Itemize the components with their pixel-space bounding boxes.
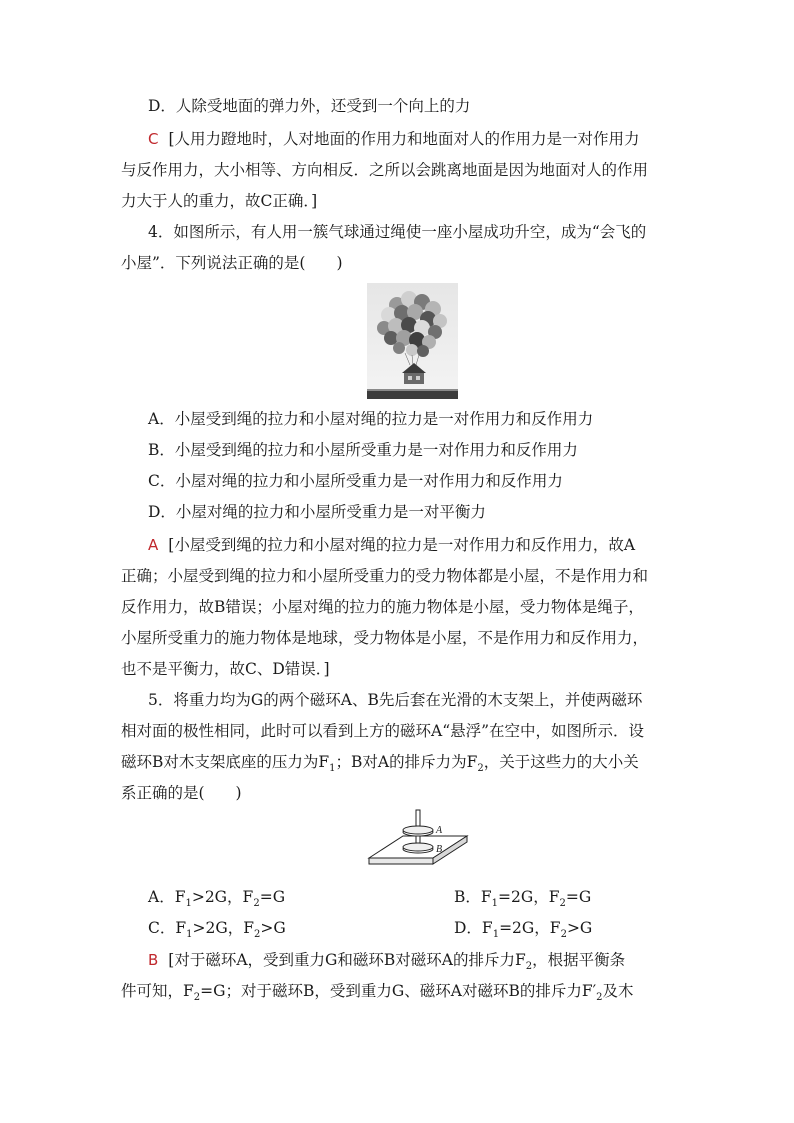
q5-stem-line-1: 5．将重力均为G的两个磁环A、B先后套在光滑的木支架上，并使两磁环	[148, 691, 643, 709]
ring-a-label: A	[436, 825, 443, 836]
q4-stem-line-2: 小屋”．下列说法正确的是( )	[121, 254, 343, 272]
q4-explanation-line-3: 反作用力，故B错误；小屋对绳的拉力的施力物体是小屋，受力物体是绳子，	[121, 598, 644, 616]
q3-answer: C	[148, 130, 159, 148]
q4-explanation-line-2: 正确；小屋受到绳的拉力和小屋所受重力的受力物体都是小屋，不是作用力和	[121, 567, 649, 585]
q3-explanation-line-3: 力大于人的重力，故C正确．]	[121, 192, 318, 210]
q4-option-a: A．小屋受到绳的拉力和小屋对绳的拉力是一对作用力和反作用力	[148, 410, 594, 428]
q5-option-d: D．$F_1=2G$，$F_2>G$	[454, 919, 593, 941]
q4-answer: A	[148, 536, 159, 554]
flying-house-photo	[367, 283, 458, 399]
q4-explanation-line-5: 也不是平衡力，故C、D错误．]	[121, 660, 330, 678]
q4-explanation-line-1: A [小屋受到绳的拉力和小屋对绳的拉力是一对作用力和反作用力，故A	[148, 536, 636, 554]
q3-option-d: D．人除受地面的弹力外，还受到一个向上的力	[148, 97, 471, 115]
q3-explanation-line-1: C [人用力蹬地时，人对地面的作用力和地面对人的作用力是一对作用力	[148, 130, 640, 148]
q5-stem-line-4: 系正确的是( )	[121, 784, 242, 802]
q4-option-b: B．小屋受到绳的拉力和小屋所受重力是一对作用力和反作用力	[148, 441, 578, 459]
q5-stem-line-2: 相对面的极性相同，此时可以看到上方的磁环A“悬浮”在空中，如图所示．设	[121, 722, 645, 740]
ring-b-label: B	[436, 844, 443, 855]
q5-explanation-line-2: 件可知，$F_2=G$；对于磁环B，受到重力G、磁环A对磁环B的排斥力$F'_2$及木	[121, 982, 634, 1004]
q5-answer: B	[148, 951, 159, 969]
q3-explanation-line-2: 与反作用力，大小相等、方向相反．之所以会跳离地面是因为地面对人的作用	[121, 161, 649, 179]
q5-stem-line-3: 磁环B对木支架底座的压力为$F_1$；B对A的排斥力为$F_2$，关于这些力的大小关	[121, 753, 639, 775]
q4-explanation-line-4: 小屋所受重力的施力物体是地球，受力物体是小屋，不是作用力和反作用力，	[121, 629, 649, 647]
q4-option-c: C．小屋对绳的拉力和小屋所受重力是一对作用力和反作用力	[148, 472, 563, 490]
q4-option-d: D．小屋对绳的拉力和小屋所受重力是一对平衡力	[148, 503, 486, 521]
q4-stem-line-1: 4．如图所示，有人用一簇气球通过绳使一座小屋成功升空，成为“会飞的	[148, 223, 647, 241]
q5-option-c: C．$F_1>2G$，$F_2>G$	[148, 919, 286, 941]
q5-explanation-line-1: B [对于磁环A，受到重力G和磁环B对磁环A的排斥力$F_2$，根据平衡条	[148, 951, 626, 973]
q5-option-b: B．$F_1=2G$，$F_2=G$	[454, 888, 592, 910]
magnetic-rings-figure	[363, 806, 471, 874]
q5-option-a: A．$F_1>2G$，$F_2=G$	[148, 888, 286, 910]
